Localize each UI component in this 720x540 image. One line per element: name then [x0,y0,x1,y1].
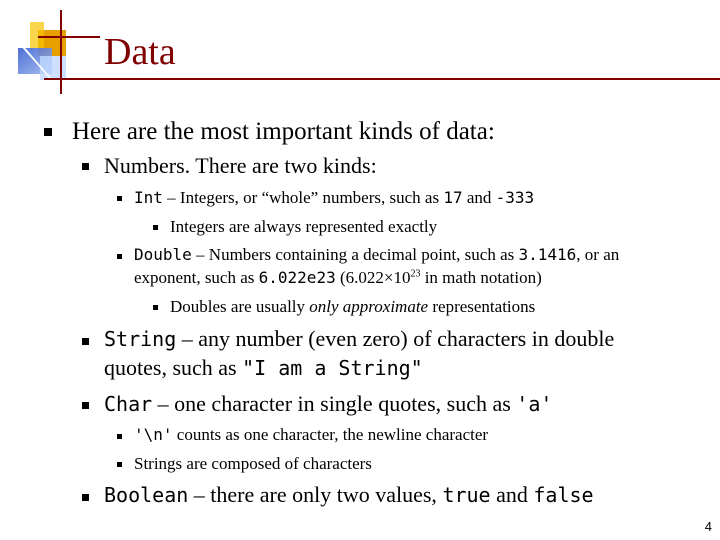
int-bullet [134,189,534,206]
double-bullet-cont [134,269,542,286]
bullet-marker [117,434,122,439]
string-bullet [104,328,614,350]
slide-title: Data [104,31,176,73]
int-text: – Integers, or “whole” numbers, such as [162,188,444,207]
double-text2: exponent, such as [134,268,259,287]
boolean-text: – there are only two values, [188,482,443,507]
bullet-marker [153,305,158,310]
double-math: (6.022×10 [335,268,411,287]
string-text: – any number (even zero) of characters in double [176,326,615,351]
strings-bullet [134,455,372,472]
double-sub-bullet [170,298,535,315]
bullet-marker [117,254,122,259]
boolean-bullet [104,484,594,506]
newline-text: counts as one character, the newline character [172,425,489,444]
boolean-true: true [442,483,491,507]
double-text: – Numbers containing a decimal point, such as [191,245,519,264]
int-example-17: 17 [443,188,463,207]
int-sub-text: Integers are always represented exactly [170,217,438,236]
page-number: 4 [704,519,712,534]
boolean-false: false [533,483,594,507]
char-example: 'a' [516,392,553,416]
intro-text: Here are the most important kinds of data: [72,118,495,145]
double-example-avogadro: 6.022e23 [258,268,336,287]
string-code: String [104,327,177,351]
double-or: , or an [576,245,620,264]
boolean-code: Boolean [104,483,189,507]
bullet-marker [44,128,52,136]
bullet-marker [153,225,158,230]
string-bullet-cont [104,357,423,379]
int-code: Int [134,188,163,207]
double-sub-text-end: representations [428,297,536,316]
numbers-text: Numbers. There are two kinds: [104,153,377,178]
string-text2: quotes, such as [104,355,243,380]
bullet-marker [117,462,122,467]
bullet-marker [117,196,122,201]
double-sub-emphasis: only approximate [309,297,429,316]
intro-bullet [72,119,495,144]
int-and: and [462,188,496,207]
double-bullet [134,246,619,263]
bullet-marker [82,338,89,345]
double-math-end: in math notation) [420,268,542,287]
string-example: "I am a String" [242,356,423,380]
bullet-marker [82,494,89,501]
numbers-bullet [104,155,377,177]
bullet-marker [82,163,89,170]
newline-code: '\n' [134,425,173,444]
int-sub-bullet [170,218,437,235]
double-example-pi: 3.1416 [518,245,577,264]
double-code: Double [134,245,192,264]
char-text: – one character in single quotes, such as [152,391,517,416]
title-logo-graphic [0,0,110,100]
bullet-marker [82,402,89,409]
newline-bullet [134,426,488,443]
boolean-and: and [490,482,534,507]
int-example-neg333: -333 [495,188,535,207]
double-math-exponent: 23 [410,268,421,280]
double-sub-text: Doubles are usually [170,297,310,316]
title-divider [44,78,720,80]
char-bullet [104,393,552,415]
strings-text: Strings are composed of characters [134,454,372,473]
char-code: Char [104,392,153,416]
